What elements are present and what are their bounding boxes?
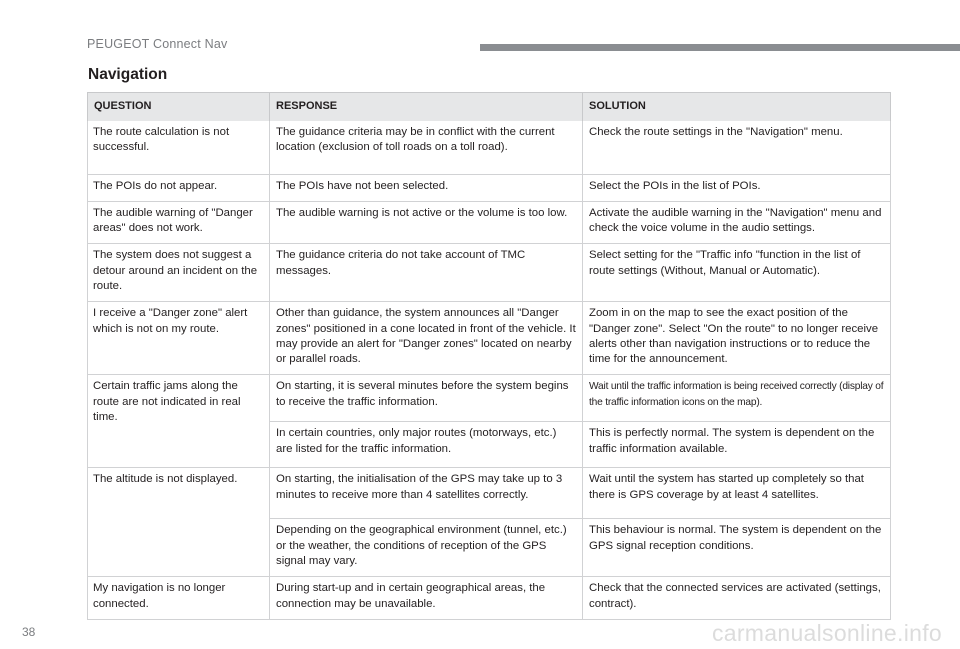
solution-cell: Wait until the traffic information is being received correctly (display of the traffic information icons on the map). bbox=[583, 375, 891, 422]
question-cell: I receive a "Danger zone" alert which is not on my route. bbox=[88, 302, 270, 375]
solution-cell: This behaviour is normal. The system is dependent on the GPS signal reception conditions. bbox=[583, 519, 891, 577]
question-cell: Certain traffic jams along the route are not indicated in real time. bbox=[88, 375, 270, 468]
question-cell: The POIs do not appear. bbox=[88, 174, 270, 201]
table-header-row bbox=[88, 93, 891, 122]
response-cell: The POIs have not been selected. bbox=[270, 174, 583, 201]
table-row bbox=[88, 375, 891, 422]
response-cell: The guidance criteria do not take account of TMC messages. bbox=[270, 244, 583, 302]
question-cell: The route calculation is not successful. bbox=[88, 121, 270, 174]
table-row bbox=[88, 174, 891, 201]
faq-table bbox=[87, 92, 891, 620]
table-row bbox=[88, 244, 891, 302]
table-row bbox=[88, 121, 891, 174]
column-header-response: RESPONSE bbox=[270, 93, 583, 122]
response-cell: On starting, the initialisation of the GPS may take up to 3 minutes to receive more than 4 satellites correctly. bbox=[270, 468, 583, 519]
response-cell: In certain countries, only major routes (motorways, etc.) are listed for the traffic information. bbox=[270, 422, 583, 468]
table-row bbox=[88, 577, 891, 620]
watermark: carmanualsonline.info bbox=[711, 620, 942, 646]
response-cell: During start-up and in certain geographical areas, the connection may be unavailable. bbox=[270, 577, 583, 620]
header-product-name: PEUGEOT Connect Nav bbox=[87, 37, 228, 51]
question-cell: The system does not suggest a detour around an incident on the route. bbox=[88, 244, 270, 302]
response-cell: Depending on the geographical environment (tunnel, etc.) or the weather, the conditions of reception of the GPS signal may vary. bbox=[270, 519, 583, 577]
table-row bbox=[88, 468, 891, 519]
question-cell: My navigation is no longer connected. bbox=[88, 577, 270, 620]
response-cell: The audible warning is not active or the volume is too low. bbox=[270, 201, 583, 244]
table-row bbox=[88, 302, 891, 375]
response-cell: Other than guidance, the system announces all "Danger zones" positioned in a cone located in front of the vehicle. It may provide an alert for "Danger zones" located on nearby or parallel roads. bbox=[270, 302, 583, 375]
response-cell: The guidance criteria may be in conflict with the current location (exclusion of toll roads on a toll road). bbox=[270, 121, 583, 174]
solution-cell: Check that the connected services are activated (settings, contract). bbox=[583, 577, 891, 620]
column-header-solution: SOLUTION bbox=[583, 93, 891, 122]
solution-cell: This is perfectly normal. The system is dependent on the traffic information available. bbox=[583, 422, 891, 468]
header-bar bbox=[480, 44, 960, 51]
table-row bbox=[88, 201, 891, 244]
solution-cell: Activate the audible warning in the "Navigation" menu and check the voice volume in the audio settings. bbox=[583, 201, 891, 244]
column-header-question: QUESTION bbox=[88, 93, 270, 122]
solution-cell: Wait until the system has started up completely so that there is GPS coverage by at least 4 satellites. bbox=[583, 468, 891, 519]
solution-cell: Select the POIs in the list of POIs. bbox=[583, 174, 891, 201]
question-cell: The altitude is not displayed. bbox=[88, 468, 270, 577]
solution-cell: Zoom in on the map to see the exact position of the "Danger zone". Select "On the route" to no longer receive alerts other than navigation instructions or to reduce the time for the announcement. bbox=[583, 302, 891, 375]
solution-cell: Check the route settings in the "Navigation" menu. bbox=[583, 121, 891, 174]
solution-cell: Select setting for the "Traffic info "function in the list of route settings (Without, Manual or Automatic). bbox=[583, 244, 891, 302]
response-cell: On starting, it is several minutes before the system begins to receive the traffic information. bbox=[270, 375, 583, 422]
page-number: 38 bbox=[22, 625, 36, 639]
section-title: Navigation bbox=[88, 66, 168, 83]
question-cell: The audible warning of "Danger areas" does not work. bbox=[88, 201, 270, 244]
